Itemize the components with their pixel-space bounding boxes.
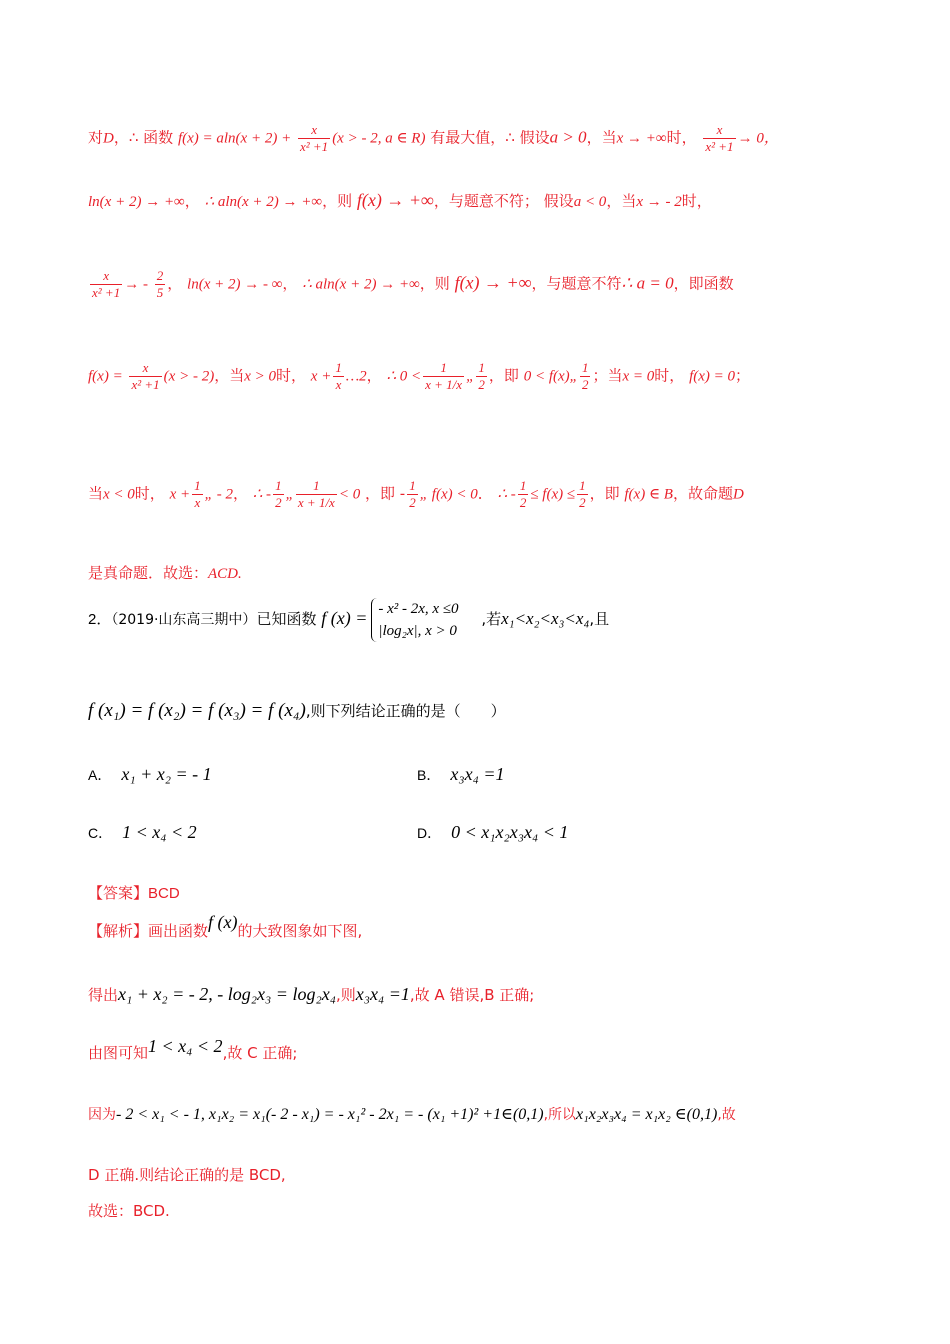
solution-line-1: 对D，∴ 函数 f(x) = aln(x + 2) + $\frac{x}{\text{x² +1}}$ (x > - 2, a ∈ R) 有最大值，∴ 假设a > 0，当x → +∞时， $\frac{x}{\text{x² +1}}$ → 0， bbox=[88, 122, 779, 154]
analysis-line-1: 【解析】画出函数f (x)的大致图象如下图, bbox=[88, 912, 363, 940]
solution-line-5: 当x < 0时， x + $\frac{1}{x}$ „ - 2， ∴ - $\frac{1}{2}$ „ $\frac{1}{x + 1/x}$ < 0 ，即 - $\frac{1}{2}$ „ f(x) < 0． ∴ - $\frac{1}{2}$ ≤ f(x) ≤ $\frac{1}{2}$ ，即 f(x) ∈ B，故命题D bbox=[88, 478, 744, 510]
fraction: $\frac{x}{\text{x² +1}}$ bbox=[705, 122, 734, 154]
fraction: $\frac{1}{2}$ bbox=[519, 478, 527, 510]
solution-line-2: ln(x + 2) → +∞， ∴ aln(x + 2) → +∞，则 f(x) → +∞，与题意不符； 假设a < 0，当x → - 2时， bbox=[88, 190, 712, 210]
fraction: $\frac{1}{x + 1/x}$ bbox=[297, 478, 335, 510]
option-d[interactable]: D． 0 < x₁x₂x₃x₄ < 1 bbox=[417, 822, 569, 842]
option-b[interactable]: B． x₃x₄ =1 bbox=[417, 764, 505, 784]
answer-line: 【答案】BCD bbox=[88, 884, 180, 902]
option-c[interactable]: C． 1 < x₄ < 2 bbox=[88, 822, 197, 842]
analysis-line-2: 得出x₁ + x₂ = - 2, - log₂x₃ = log₂x₄,则x₃x₄ =1,故 A 错误,B 正确; bbox=[88, 984, 535, 1004]
fraction: $\frac{x}{\text{x² +1}}$ bbox=[131, 360, 160, 392]
fraction: $\frac{x}{\text{x² +1}}$ bbox=[299, 122, 329, 154]
fraction: $\frac{1}{x}$ bbox=[194, 478, 201, 510]
analysis-line-4: 因为- 2 < x₁ < - 1, x₁x₂ = x₁(- 2 - x₁) = - x₁² - 2x₁ = - (x₁ +1)² +1∈(0,1),所以x₁x₂x₃x₄ = x₁x₂ ∈(0,1),故 bbox=[88, 1106, 736, 1123]
question-2-stem: 2．（2019·山东高三期中）已知函数 f (x) = - x² - 2x, x ≤0 |log₂x|, x > 0 ,若x₁<x₂<x₃<x₄,且 bbox=[88, 598, 890, 642]
analysis-line-3: 由图可知1 < x₄ < 2,故 C 正确; bbox=[88, 1036, 298, 1062]
option-a[interactable]: A． x₁ + x₂ = - 1 bbox=[88, 764, 212, 784]
fraction: $\frac{1}{2}$ bbox=[409, 478, 416, 510]
fraction: $\frac{1}{2}$ bbox=[478, 360, 485, 392]
fraction: $\frac{x}{\text{x² +1}}$ bbox=[92, 268, 121, 300]
fraction: $\frac{1}{2}$ bbox=[581, 360, 589, 392]
fraction: $\frac{1}{2}$ bbox=[579, 478, 586, 510]
fraction: $\frac{2}{5}$ bbox=[156, 268, 164, 300]
solution-line-4: f(x) = $\frac{x}{\text{x² +1}}$ (x > - 2)，当x > 0时， x + $\frac{1}{x}$ …2， ∴ 0 < $\frac{1}{x + 1/x}$ „ $\frac{1}{2}$ ，即 0 < f(x)„ $\frac{1}{2}$ ；当x = 0时， f(x) = 0； bbox=[88, 360, 751, 392]
piecewise-cases: - x² - 2x, x ≤0 |log₂x|, x > 0 bbox=[371, 598, 458, 642]
analysis-line-5: D 正确.则结论正确的是 BCD, bbox=[88, 1166, 286, 1184]
fraction: $\frac{1}{x + 1/x}$ bbox=[425, 360, 463, 392]
solution-line-6: 是真命题．故选：ACD. bbox=[88, 564, 242, 582]
solution-line-3: $\frac{x}{\text{x² +1}}$ → - $\frac{2}{5}$ ， ln(x + 2) → - ∞， ∴ aln(x + 2) → +∞，则 f(x) → +∞，与题意不符∴ a = 0，即函数 bbox=[92, 268, 734, 300]
fraction: $\frac{1}{x}$ bbox=[335, 360, 342, 392]
question-2-condition: f (x₁) = f (x₂) = f (x₃) = f (x₄),则下列结论正确的是（ ） bbox=[88, 700, 506, 721]
fraction: $\frac{1}{2}$ bbox=[275, 478, 282, 510]
analysis-line-6: 故选：BCD. bbox=[88, 1202, 170, 1220]
